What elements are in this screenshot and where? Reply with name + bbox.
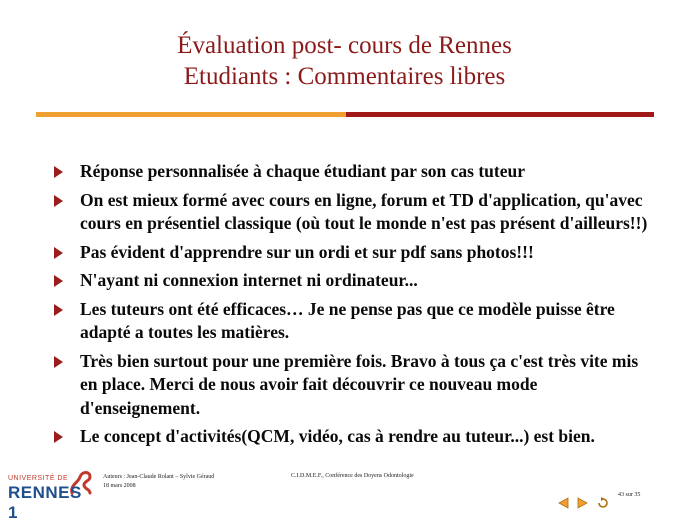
title-divider [36, 112, 654, 117]
return-button[interactable] [596, 497, 610, 509]
list-item [50, 160, 660, 184]
bullet-text: N'ayant ni connexion internet ni ordinateur... [80, 270, 418, 290]
triangle-right-icon [54, 195, 63, 207]
slide-navigation [556, 497, 610, 509]
authors-text: Auteurs : Jean-Claude Rolant – Sylvie Géraud [103, 474, 215, 480]
list-item [50, 189, 660, 236]
list-item [50, 298, 660, 345]
bullet-text: Pas évident d'apprendre sur un ordi et sur pdf sans photos!!! [80, 241, 534, 262]
return-icon [596, 497, 610, 509]
prev-arrow-icon [557, 497, 569, 509]
divider-red [346, 112, 654, 117]
university-logo [8, 467, 96, 522]
comment-list [50, 160, 660, 454]
triangle-right-icon [54, 275, 63, 287]
bullet-text: Réponse personnalisée à chaque étudiant par son cas tuteur [80, 161, 525, 181]
triangle-right-icon [54, 431, 63, 443]
list-item [50, 425, 660, 449]
triangle-right-icon [54, 247, 63, 259]
triangle-right-icon [54, 166, 63, 178]
page-number: 43 sur 35 [618, 492, 641, 498]
bullet-text: Les tuteurs ont été efficaces… Je ne pense pas que ce modèle puisse être adapté a toutes les matières. [80, 298, 615, 342]
next-slide-button[interactable] [576, 497, 590, 509]
list-item [50, 269, 660, 293]
prev-slide-button[interactable] [556, 497, 570, 509]
title-line-1: Évaluation post- cours de Rennes [177, 32, 512, 59]
divider-orange [36, 112, 346, 117]
bullet-text: Le concept d'activités(QCM, vidéo, cas à rendre au tuteur...) est bien. [80, 426, 595, 446]
next-arrow-icon [577, 497, 589, 509]
slide-title [0, 30, 689, 92]
date-text: 18 mars 2008 [103, 483, 136, 489]
list-item [50, 241, 660, 265]
triangle-right-icon [54, 356, 63, 368]
footer-conference: C.I.D.M.E.F., Conférence des Doyens Odontologie [291, 473, 414, 479]
logo-rennes-text: RENNES 1 [8, 483, 82, 522]
triangle-right-icon [54, 304, 63, 316]
bullet-text: On est mieux formé avec cours en ligne, forum et TD d'application, qu'avec cours en présentiel classique (où tout le monde n'est pas présent d'ailleurs!!) [80, 189, 648, 233]
list-item [50, 350, 660, 421]
bullet-text: Très bien surtout pour une première fois. Bravo à tous ça c'est très vite mis en place. Merci de nous avoir fait découvrir ce nouveau mode d'enseignement. [80, 350, 639, 418]
logo-university-text: UNIVERSITÉ DE [8, 475, 69, 482]
footer-authors [103, 473, 214, 491]
title-line-2: Etudiants : Commentaires libres [183, 63, 506, 90]
